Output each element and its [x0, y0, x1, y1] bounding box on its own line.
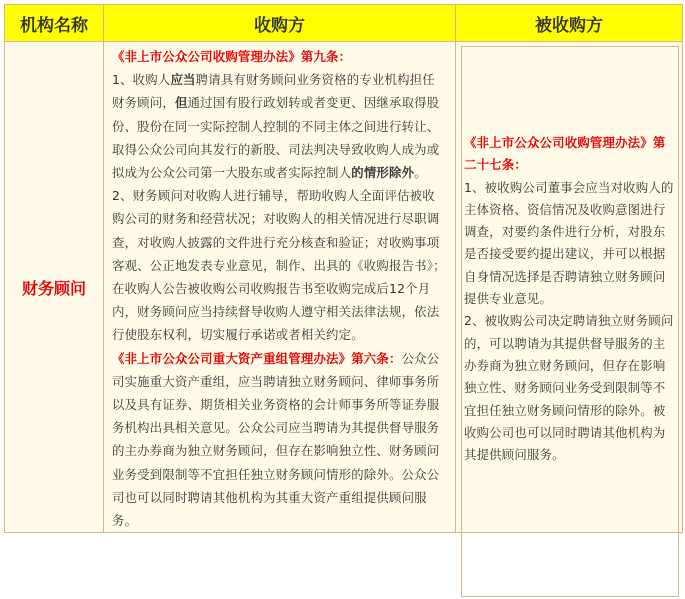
acquirer-law1-item1: [112, 68, 447, 184]
target-item1: 1、被收购公司董事会应当对收购人的主体资格、资信情况及收购意图进行调查，对要约条件进行分析，对股东是否接受要约提出建议，并可以根据自身情况选择是否聘请独立财务顾问提供专业意见。: [464, 179, 674, 307]
target-law-title: 《非上市公众公司收购管理办法》第二十七条：: [464, 135, 666, 173]
law1-item1-part-c: 聘请具有财务顾问业务资格的专业机构担任财务顾问，: [112, 72, 435, 111]
law1-item1-part-d: 但: [174, 95, 188, 111]
acquirer-law2: [112, 347, 447, 533]
target-cell: [456, 42, 683, 533]
target-item2: 2、被收购公司决定聘请独立财务顾问的，可以聘请为其提供督导服务的主办券商为独立财务顾问，但存在影响独立性、财务顾问业务受到限制等不宜担任独立财务顾问情形的除外。被收购公司也可以同时聘请其他机构为其提供顾问服务。: [464, 313, 674, 463]
acquirer-law2-title: 《非上市公众公司重大资产重组管理办法》第六条：: [112, 350, 402, 366]
table-row: [5, 42, 683, 533]
regulation-table: [4, 4, 683, 533]
acquirer-law2-text: 公众公司实施重大资产重组，应当聘请独立财务顾问、律师事务所以及具有证券、期货相关业务资格的会计师事务所等证券服务机构出具相关意见。公众公司应当聘请为其提供督导服务的主办券商为独立财务顾问，但存在影响独立性、财务顾问业务受到限制等不宜担任独立财务顾问情形的除外。公众公司也可以同时聘请其他机构为其重大资产重组提供顾问服务。: [112, 350, 440, 529]
header-row: [5, 5, 683, 42]
row-label-financial-advisor: 财务顾问: [5, 42, 104, 533]
law1-item1-part-a: 1、收购人: [112, 72, 171, 88]
acquirer-cell: [104, 42, 456, 533]
header-target: 被收购方: [456, 5, 683, 42]
acquirer-law1-item2: 2、财务顾问对收购人进行辅导，帮助收购人全面评估被收购公司的财务和经营状况；对收购人的相关情况进行尽职调查，对收购人披露的文件进行充分核查和验证；对收购事项客观、公正地发表专业意见，制作、出具的《收购报告书》；在收购人公告被收购公司收购报告书至收购完成后12个月内，财务顾问应当持续督导收购人遵守相关法律法规，依法行使股东权利，切实履行承诺或者相关约定。: [112, 188, 446, 343]
acquirer-law1-title: 《非上市公众公司收购管理办法》第九条：: [112, 49, 352, 64]
header-institution-name: 机构名称: [5, 5, 104, 42]
law1-item1-part-f: 的情形除外: [351, 165, 415, 181]
law1-item1-part-b: 应当: [170, 72, 196, 88]
law1-item1-part-e: 通过国有股行政划转或者变更、因继承取得股份、股份在同一实际控制人控制的不同主体之间进行转让、取得公众公司向其发行的新股、司法判决导致收购人成为或拟成为公众公司第一大股东或者实际控制人: [112, 95, 440, 181]
law1-item1-part-g: 。: [414, 165, 427, 181]
header-acquirer: 收购方: [104, 5, 456, 42]
